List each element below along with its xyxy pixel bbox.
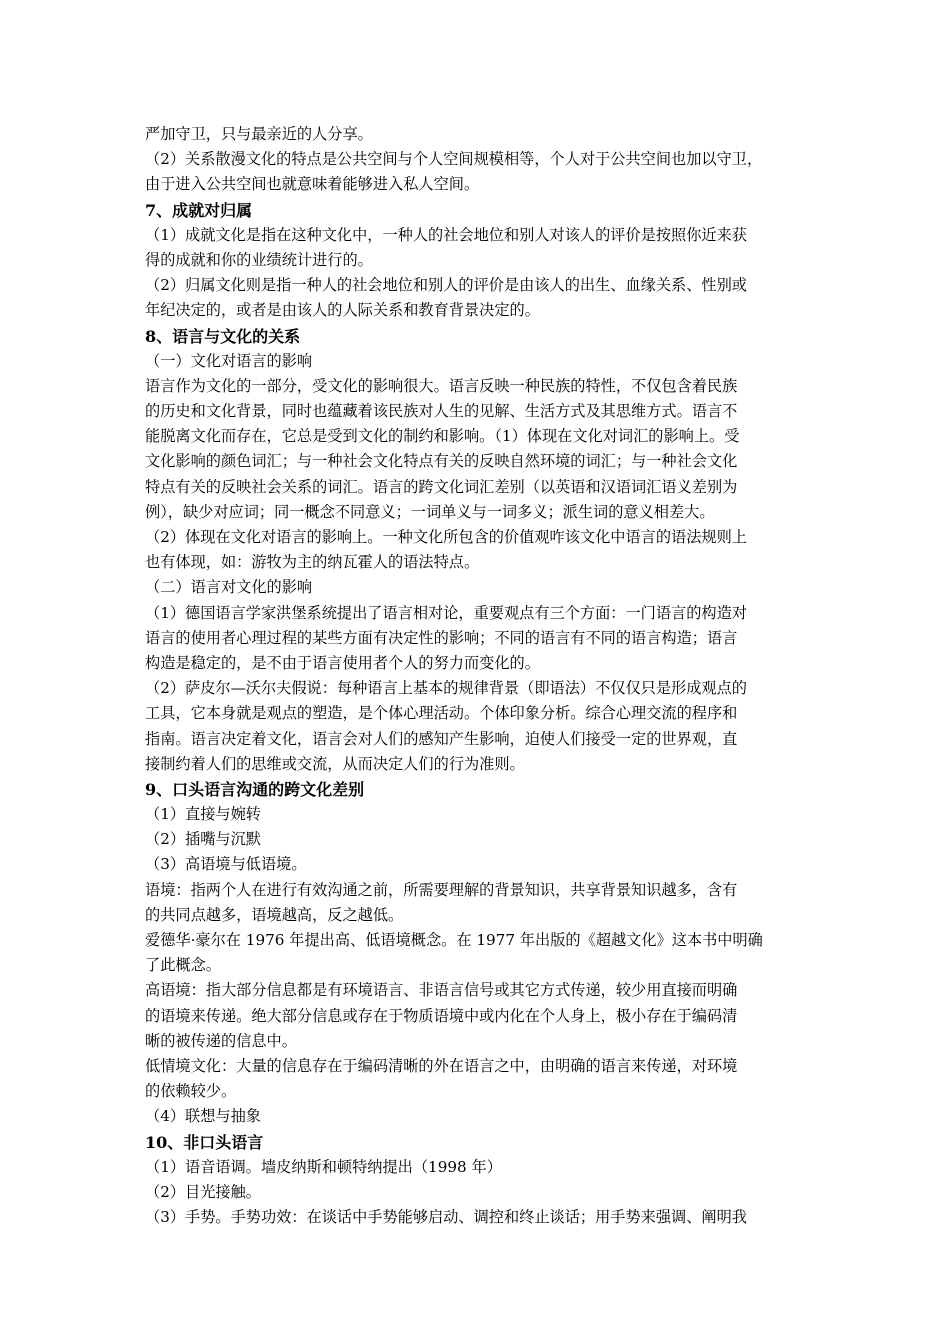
text-line: 接制约着人们的思维或交流，从而决定人们的行为准则。 [145,754,525,773]
text-line: （二）语言对文化的影响 [145,578,313,597]
text-line: （2）目光接触。 [145,1182,261,1201]
paragraph [145,273,810,323]
text-line: 的历史和文化背景，同时也蕴藏着该民族对人生的见解、生活方式及其思维方式。语言不 [145,402,738,421]
paragraph [145,1054,810,1104]
paragraph [145,802,810,827]
paragraph [145,878,810,928]
paragraph [145,676,810,777]
paragraph [145,1155,810,1180]
text-line: （3）高语境与低语境。 [145,855,307,874]
text-line: 了此概念。 [145,956,221,975]
paragraph [145,928,810,978]
text-line: 指南。语言决定着文化，语言会对人们的感知产生影响，迫使人们接受一定的世界观，直 [145,729,738,748]
text-line: 低情境文化：大量的信息存在于编码清晰的外在语言之中，由明确的语言来传递，对环境 [145,1056,738,1075]
text-line: 语言作为文化的一部分，受文化的影响很大。语言反映一种民族的特性，不仅包含着民族 [145,376,738,395]
text-line: 语境：指两个人在进行有效沟通之前，所需要理解的背景知识，共享背景知识越多，含有 [145,880,738,899]
section-heading [145,777,810,802]
paragraph [145,852,810,877]
text-line: （3）手势。手势功效：在谈话中手势能够启动、调控和终止谈话；用手势来强调、阐明我 [145,1208,747,1227]
paragraph [145,147,810,197]
text-line: 的语境来传递。绝大部分信息或存在于物质语境中或内化在个人身上，极小存在于编码清 [145,1006,738,1025]
text-line: 爱德华·豪尔在 1976 年提出高、低语境概念。在 1977 年出版的《超越文化》这本书中明确 [145,931,763,949]
text-line: 的共同点越多，语境越高，反之越低。 [145,905,404,924]
paragraph [145,827,810,852]
text-line: （1）德国语言学家洪堡系统提出了语言相对论，重要观点有三个方面：一门语言的构造对 [145,603,747,622]
text-line: 也有体现，如：游牧为主的纳瓦霍人的语法特点。 [145,553,480,572]
paragraph [145,349,810,374]
text-line: 构造是稳定的，是不由于语言使用者个人的努力而变化的。 [145,653,540,672]
heading-text: 10、非口头语言 [145,1132,264,1152]
paragraph [145,1180,810,1205]
text-line: 年纪决定的，或者是由该人的人际关系和教育背景决定的。 [145,301,540,320]
document-page [145,122,810,1230]
paragraph [145,601,810,677]
text-line: （2）插嘴与沉默 [145,830,261,849]
text-line: 特点有关的反映社会关系的词汇。语言的跨文化词汇差别（以英语和汉语词汇语义差别为 [145,477,738,496]
text-line: 高语境：指大部分信息都是有环境语言、非语言信号或其它方式传递，较少用直接而明确 [145,981,738,1000]
paragraph [145,525,810,575]
text-line: 的依赖较少。 [145,1082,237,1101]
text-line: 严加守卫，只与最亲近的人分享。 [145,125,373,143]
heading-text: 9、口头语言沟通的跨文化差别 [145,779,365,799]
text-line: 例），缺少对应词；同一概念不同意义；一词单义与一词多义；派生词的意义相差大。 [145,502,715,521]
text-line: （2）萨皮尔—沃尔夫假说：每种语言上基本的规律背景（即语法）不仅仅只是形成观点的 [145,679,747,698]
text-line: （1）语音语调。墙皮纳斯和顿特纳提出（1998 年） [145,1157,502,1176]
text-line: 文化影响的颜色词汇；与一种社会文化特点有关的反映自然环境的词汇；与一种社会文化 [145,452,738,471]
paragraph [145,978,810,1054]
text-line: （2）关系散漫文化的特点是公共空间与个人空间规模相等，个人对于公共空间也加以守卫， [145,150,763,169]
paragraph [145,223,810,273]
text-line: 能脱离文化而存在，它总是受到文化的制约和影响。（1）体现在文化对词汇的影响上。受 [145,427,740,446]
section-heading [145,324,810,349]
text-line: （1）成就文化是指在这种文化中，一种人的社会地位和别人对该人的评价是按照你近来获 [145,225,747,244]
text-line: （4）联想与抽象 [145,1107,261,1126]
paragraph [145,374,810,525]
text-line: 语言的使用者心理过程的某些方面有决定性的影响；不同的语言有不同的语言构造；语言 [145,628,738,647]
paragraph [145,1104,810,1129]
paragraph [145,122,810,147]
text-line: 工具，它本身就是观点的塑造，是个体心理活动。个体印象分析。综合心理交流的程序和 [145,704,738,723]
section-heading [145,198,810,223]
text-line: （2）归属文化则是指一种人的社会地位和别人的评价是由该人的出生、血缘关系、性别或 [145,276,747,295]
text-line: 由于进入公共空间也就意味着能够进入私人空间。 [145,175,480,194]
text-line: 得的成就和你的业绩统计进行的。 [145,250,373,269]
text-line: 晰的被传递的信息中。 [145,1031,297,1050]
section-heading [145,1130,810,1155]
text-line: （一）文化对语言的影响 [145,351,313,370]
paragraph [145,575,810,600]
heading-text: 7、成就对归属 [145,200,253,220]
text-line: （1）直接与婉转 [145,805,261,824]
text-line: （2）体现在文化对语言的影响上。一种文化所包含的价值观咋该文化中语言的语法规则上 [145,528,747,546]
heading-text: 8、语言与文化的关系 [145,326,301,346]
paragraph [145,1205,810,1230]
